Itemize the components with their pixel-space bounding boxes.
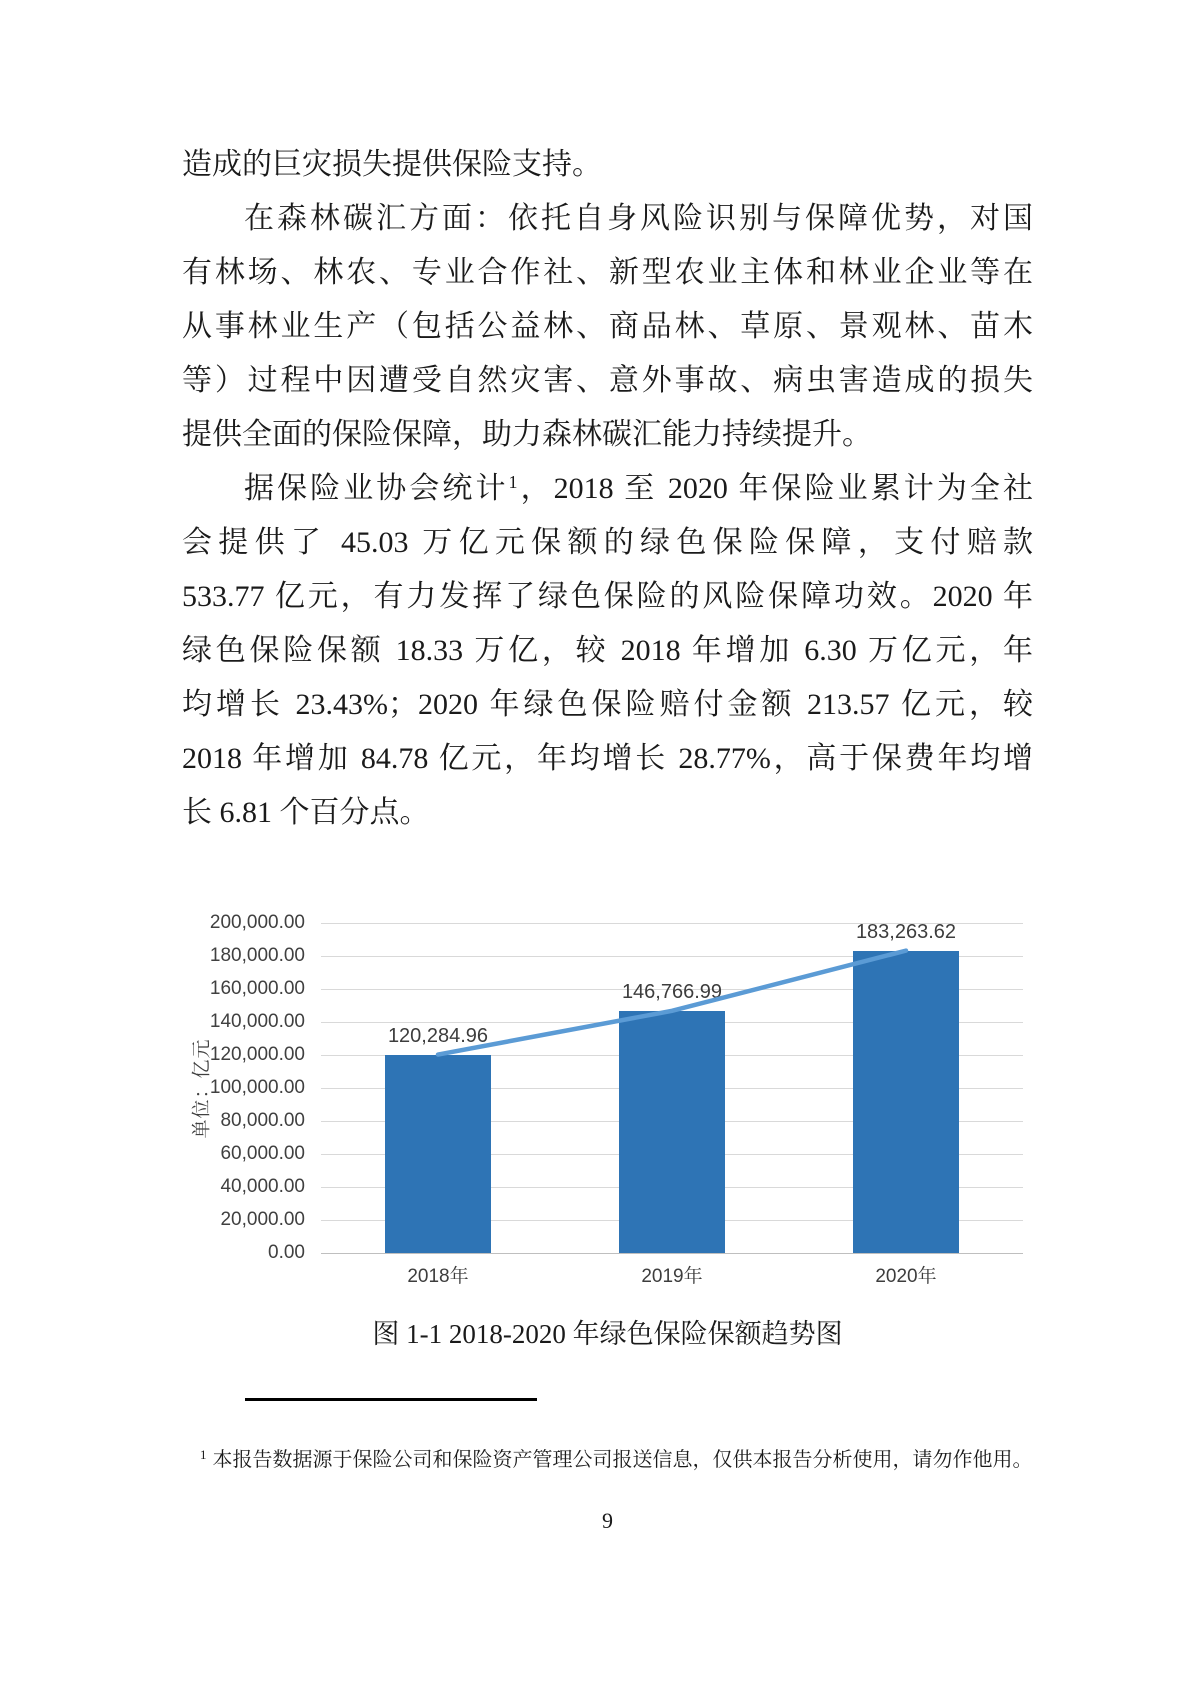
paragraph-line: 提供全面的保险保障，助力森林碳汇能力持续提升。 <box>182 418 872 451</box>
paragraph-line: 从事林业生产（包括公益林、商品林、草原、景观林、苗木 <box>182 310 1033 343</box>
y-tick-label: 80,000.00 <box>220 1110 305 1131</box>
paragraph-line: 有林场、林农、专业合作社、新型农业主体和林业企业等在 <box>182 256 1033 289</box>
x-tick-label-2019: 2019年 <box>641 1266 703 1287</box>
y-tick-label: 0.00 <box>268 1242 305 1263</box>
data-label-2020: 183,263.62 <box>855 920 957 943</box>
y-tick-label: 200,000.00 <box>209 912 305 933</box>
footnote <box>200 1440 1040 1475</box>
y-tick-label: 40,000.00 <box>220 1176 305 1197</box>
figure-bar-chart <box>185 913 1023 1305</box>
trendline <box>438 951 906 1055</box>
x-axis-labels <box>321 1266 1023 1288</box>
x-tick-label-2018: 2018年 <box>407 1266 469 1287</box>
figure-caption: 图 1-1 2018-2020 年绿色保险保额趋势图 <box>372 1319 843 1349</box>
y-axis-tick-labels <box>209 912 305 1263</box>
paragraph-text: ，2018 至 2020 年保险业累计为全社 <box>517 472 1034 505</box>
y-tick-label: 180,000.00 <box>209 945 305 966</box>
y-tick-label: 60,000.00 <box>220 1143 305 1164</box>
footnote-reference-marker: 1 <box>508 472 518 492</box>
y-tick-label: 100,000.00 <box>209 1077 305 1098</box>
footnote-text: 本报告数据源于保险公司和保险资产管理公司报送信息，仅供本报告分析使用，请勿作他用。 <box>212 1449 1033 1471</box>
y-tick-label: 140,000.00 <box>209 1011 305 1032</box>
footnote-separator <box>245 1398 537 1401</box>
paragraph-text: 据保险业协会统计 <box>244 472 509 505</box>
paragraph-line: 绿色保险保额 18.33 万亿，较 2018 年增加 6.30 万亿元，年 <box>182 634 1033 667</box>
y-tick-label: 20,000.00 <box>220 1209 305 1230</box>
paragraph-line: 长 6.81 个百分点。 <box>182 796 430 829</box>
y-tick-label: 120,000.00 <box>209 1044 305 1065</box>
x-tick-label-2020: 2020年 <box>875 1266 937 1287</box>
y-tick-label: 160,000.00 <box>209 978 305 999</box>
paragraph-line: 会提供了 45.03 万亿元保额的绿色保险保障，支付赔款 <box>182 526 1033 559</box>
paragraph-line: 533.77 亿元，有力发挥了绿色保险的风险保障功效。2020 年 <box>182 580 1033 613</box>
paragraph-line: 2018 年增加 84.78 亿元，年均增长 28.77%，高于保费年均增 <box>182 742 1033 775</box>
paragraph-line: 均增长 23.43%；2020 年绿色保险赔付金额 213.57 亿元，较 <box>182 688 1033 721</box>
page-number: 9 <box>602 1508 613 1533</box>
chart-plot-area <box>321 920 1023 1254</box>
body-text <box>182 138 1033 840</box>
data-label-2018: 120,284.96 <box>387 1024 489 1047</box>
y-axis-title-text: 单位：亿元 <box>191 1037 213 1139</box>
data-label-2019: 146,766.99 <box>621 980 723 1003</box>
paragraph-line <box>182 462 1033 516</box>
paragraph-line: 造成的巨灾损失提供保险支持。 <box>182 148 602 181</box>
paragraph-line: 在森林碳汇方面：依托自身风险识别与保障优势，对国 <box>244 202 1033 235</box>
paragraph-line: 等）过程中因遭受自然灾害、意外事故、病虫害造成的损失 <box>182 364 1033 397</box>
trendline-layer <box>321 923 1023 1253</box>
footnote-marker: 1 <box>200 1447 207 1462</box>
